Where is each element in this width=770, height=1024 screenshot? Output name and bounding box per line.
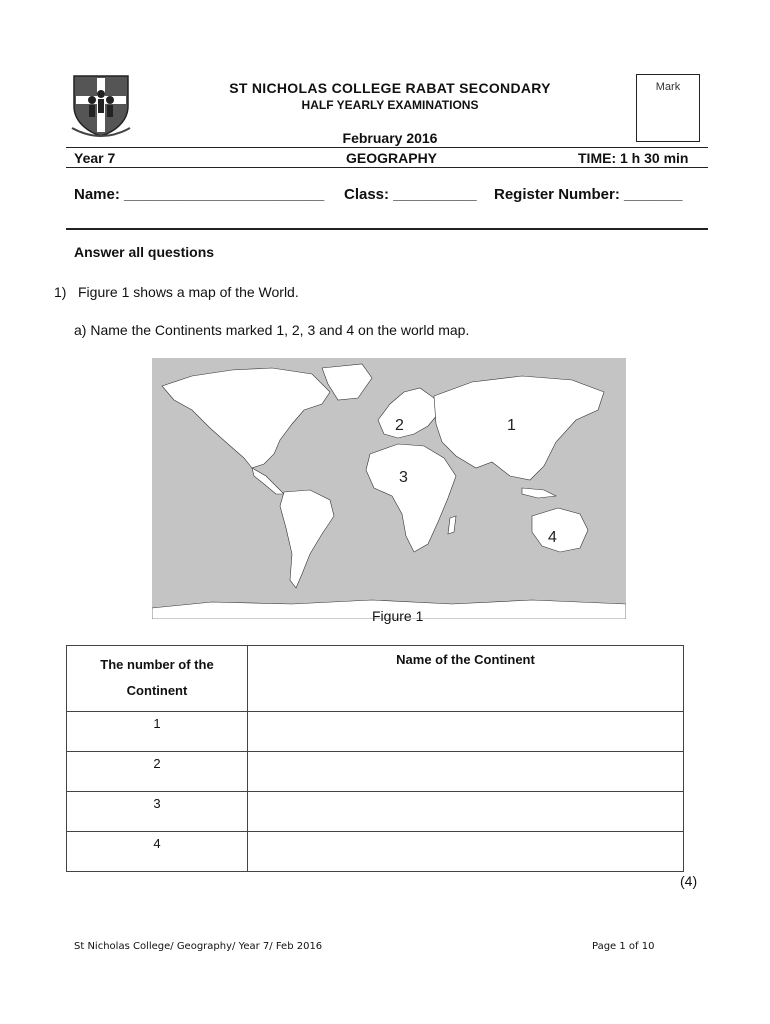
- answer-table: [66, 645, 684, 872]
- name-field[interactable]: Name: ________________________: [74, 186, 325, 203]
- map-label-1: 1: [507, 417, 516, 434]
- subject-label: GEOGRAPHY: [346, 150, 438, 166]
- answer-cell-4[interactable]: [248, 832, 684, 872]
- mark-label: Mark: [655, 81, 681, 93]
- register-field[interactable]: Register Number: _______: [494, 186, 683, 203]
- table-row: [67, 712, 684, 752]
- school-crest-logo: [70, 72, 132, 140]
- mark-box[interactable]: [636, 74, 700, 142]
- header-rule-top: [66, 147, 708, 148]
- school-name: ST NICHOLAS COLLEGE RABAT SECONDARY: [229, 80, 551, 96]
- table-header-number-line1: The number of the: [100, 657, 214, 672]
- exam-date: February 2016: [342, 130, 438, 146]
- table-row: [67, 832, 684, 872]
- table-header-number-line2: Continent: [126, 683, 188, 698]
- answer-cell-2[interactable]: [248, 752, 684, 792]
- answer-cell-1[interactable]: [248, 712, 684, 752]
- year-label: Year 7: [74, 150, 116, 166]
- time-label: TIME: 1 h 30 min: [578, 150, 689, 166]
- map-label-3: 3: [399, 469, 408, 486]
- table-row: [67, 792, 684, 832]
- header-rule-bottom: [66, 167, 708, 168]
- instructions: Answer all questions: [74, 244, 215, 260]
- answer-cell-3[interactable]: [248, 792, 684, 832]
- map-label-2: 2: [395, 417, 404, 434]
- exam-title: HALF YEARLY EXAMINATIONS: [301, 98, 479, 112]
- figure-caption: Figure 1: [372, 608, 424, 624]
- world-map: [152, 358, 626, 619]
- question-number: 1): [54, 284, 67, 300]
- map-label-4: 4: [548, 529, 557, 546]
- row-number: 2: [67, 752, 248, 792]
- row-number: 3: [67, 792, 248, 832]
- row-number: 4: [67, 832, 248, 872]
- row-number: 1: [67, 712, 248, 752]
- table-header-number: [67, 646, 248, 712]
- question-text: Figure 1 shows a map of the World.: [78, 284, 299, 300]
- footer-page-number: Page 1 of 10: [592, 941, 655, 952]
- fields-rule: [66, 228, 708, 230]
- question-part-a: a) Name the Continents marked 1, 2, 3 and 4 on the world map.: [74, 322, 470, 338]
- table-header-name: Name of the Continent: [248, 646, 684, 712]
- marks-allocation: (4): [680, 873, 698, 889]
- footer-left: St Nicholas College/ Geography/ Year 7/ Feb 2016: [74, 941, 323, 952]
- table-row: [67, 752, 684, 792]
- class-field[interactable]: Class: __________: [344, 186, 477, 203]
